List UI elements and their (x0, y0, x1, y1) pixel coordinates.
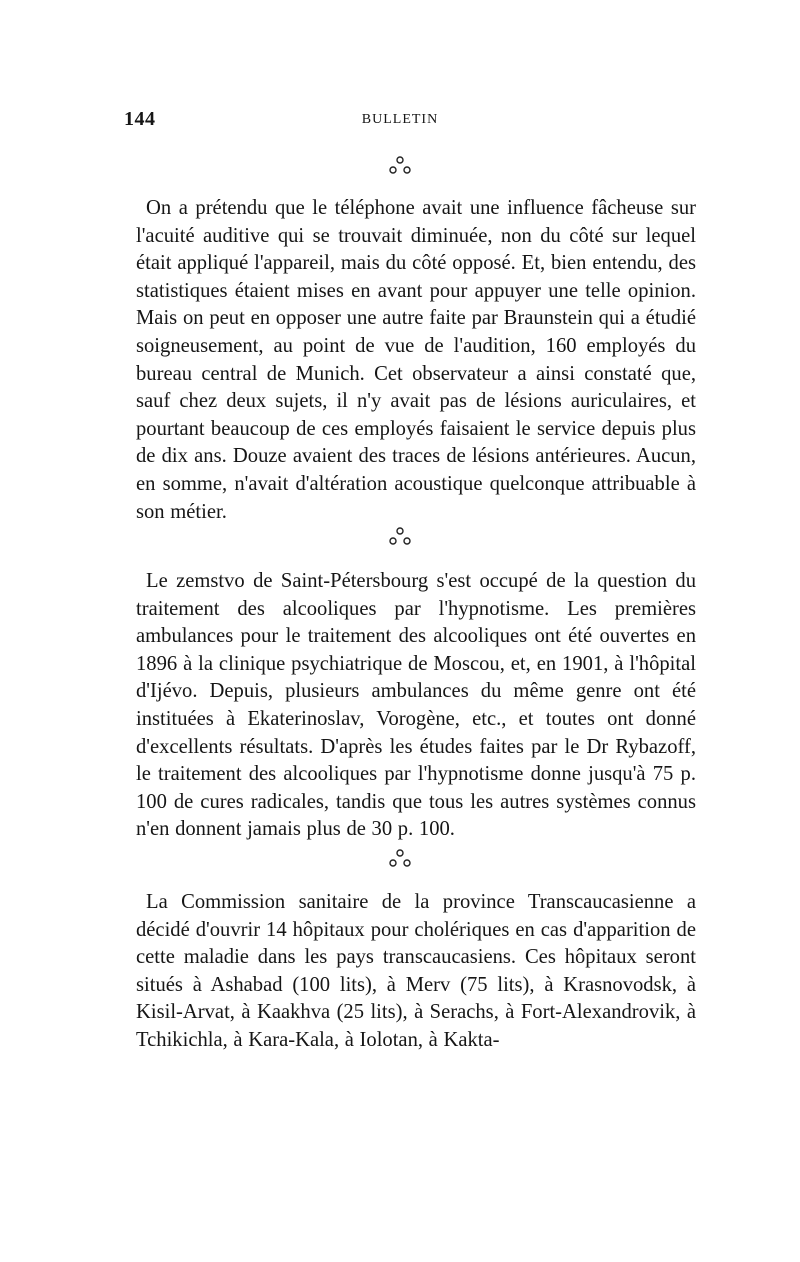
asterism-divider-3 (0, 848, 800, 870)
asterism-divider-2 (0, 526, 800, 548)
asterism-divider-1 (0, 155, 800, 177)
asterism-icon (388, 155, 412, 177)
paragraph-telephone-hearing: On a prétendu que le téléphone avait une influence fâcheuse sur l'acuité auditive qui se trouvait diminuée, non du côté sur lequel était appliqué l'appareil, mais du côté opposé. Et, bien entendu, des statistiques étaient mises en avant pour appuyer une telle opinion. Mais on peut en opposer une autre faite par Braunstein qui a étudié soigneusement, au point de vue de l'audition, 160 employés du bureau central de Munich. Cet observateur a ainsi constaté que, sauf chez deux sujets, il n'y avait pas de lésions auriculaires, et pourtant beaucoup de ces employés faisaient le service depuis plus de dix ans. Douze avaient des traces de lésions antérieures. Aucun, en somme, n'avait d'altération acoustique quelconque attribuable à son métier. (136, 197, 696, 523)
paragraph-alcoholism-hypnotism: Le zemstvo de Saint-Pétersbourg s'est occupé de la question du traitement des alcooliques par l'hypnotisme. Les premières ambulances pour le traitement des alcooliques ont été ouvertes en 1896 à la clinique psychiatrique de Moscou, et, en 1901, à l'hôpital d'Ijévo. Depuis, plusieurs ambulances du même genre ont été instituées à Ekaterinoslav, Vorogène, etc., et toutes ont donné d'excellents résultats. D'après les études faites par le Dr Rybazoff, le traitement des alcooliques par l'hypnotisme donne jusqu'à 75 p. 100 de cures radicales, tandis que tous les autres systèmes connus n'en donnent jamais plus de 30 p. 100. (136, 570, 696, 841)
asterism-icon (388, 526, 412, 548)
paragraph-cholera-hospitals: La Commission sanitaire de la province Transcaucasienne a décidé d'ouvrir 14 hôpitaux pour cholériques en cas d'apparition de cette maladie dans les pays transcaucasiens. Ces hôpitaux seront situés à Ashabad (100 lits), à Merv (75 lits), à Krasnovodsk, à Kisil-Arvat, à Kaakhva (25 lits), à Serachs, à Fort-Alexandrovik, à Tchikichla, à Kara-Kala, à Iolotan, à Kakta- (136, 891, 696, 1051)
running-title: BULLETIN (361, 112, 439, 127)
asterism-icon (388, 848, 412, 870)
page-number: 144 (124, 108, 156, 130)
